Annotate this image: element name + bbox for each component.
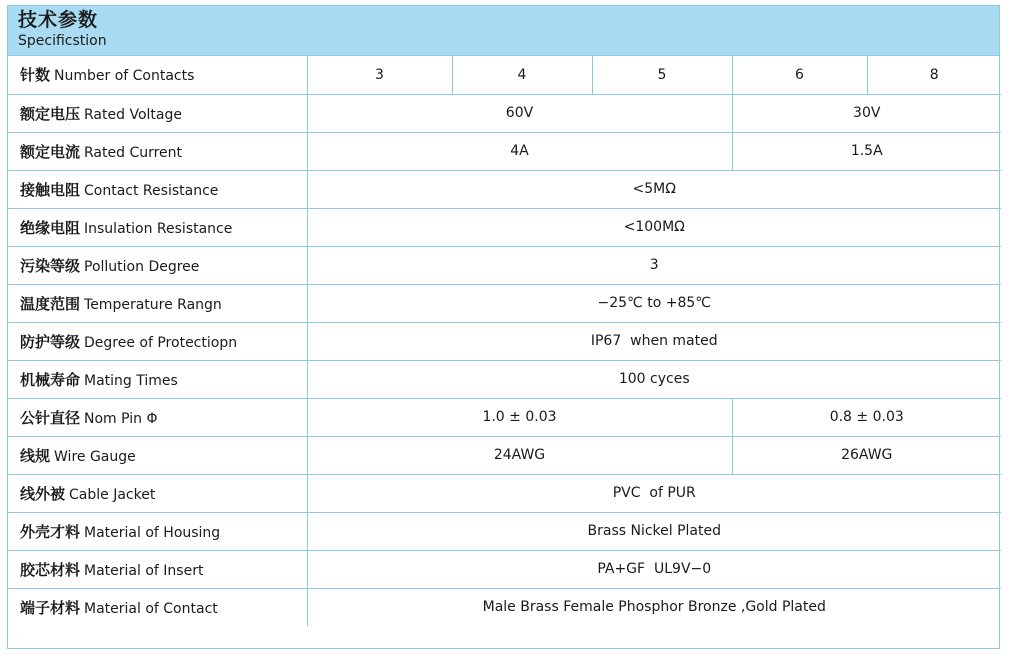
pin-value-a: 1.0 ± 0.03 bbox=[307, 398, 732, 436]
table-row-voltage bbox=[8, 94, 1001, 132]
row-label bbox=[8, 132, 307, 170]
contacts-value: 8 bbox=[867, 56, 1001, 94]
label-en: Pollution Degree bbox=[84, 258, 200, 275]
row-label bbox=[8, 398, 307, 436]
label-cn: 绝缘电阻 bbox=[20, 218, 81, 237]
table-row-temperature bbox=[8, 284, 1001, 322]
row-label bbox=[8, 94, 307, 132]
label-en: Degree of Protectiopn bbox=[84, 334, 238, 351]
label-en: Temperature Rangn bbox=[84, 296, 222, 313]
pollution-value: 3 bbox=[307, 246, 1001, 284]
title-en: Specificstion bbox=[18, 33, 107, 49]
label-en: Material of Insert bbox=[84, 562, 204, 579]
table-row-mating bbox=[8, 360, 1001, 398]
contacts-value: 5 bbox=[592, 56, 732, 94]
table-row-wire bbox=[8, 436, 1001, 474]
label-en: Cable Jacket bbox=[69, 486, 156, 503]
row-label bbox=[8, 588, 307, 626]
label-cn: 接触电阻 bbox=[20, 180, 81, 199]
table-row-jacket bbox=[8, 474, 1001, 512]
housing-value: Brass Nickel Plated bbox=[307, 512, 1001, 550]
label-cn: 额定电流 bbox=[20, 142, 81, 161]
table-row-protection bbox=[8, 322, 1001, 360]
row-label bbox=[8, 550, 307, 588]
label-cn: 污染等级 bbox=[20, 256, 81, 275]
table-row-pollution bbox=[8, 246, 1001, 284]
label-cn: 线外被 bbox=[20, 484, 66, 503]
mating-value: 100 cyces bbox=[307, 360, 1001, 398]
contact-resistance-value: <5MΩ bbox=[307, 170, 1001, 208]
row-label bbox=[8, 208, 307, 246]
row-label bbox=[8, 360, 307, 398]
table-row-contact-material bbox=[8, 588, 1001, 626]
label-en: Number of Contacts bbox=[54, 68, 195, 85]
insert-value: PA+GF UL9V−0 bbox=[307, 550, 1001, 588]
label-cn: 机械寿命 bbox=[20, 370, 81, 389]
spec-table bbox=[8, 56, 1001, 626]
voltage-value-b: 30V bbox=[732, 94, 1001, 132]
table-row-insert bbox=[8, 550, 1001, 588]
label-en: Material of Contact bbox=[84, 600, 218, 617]
contacts-value: 3 bbox=[307, 56, 452, 94]
row-label bbox=[8, 512, 307, 550]
title-cn: 技术参数 bbox=[18, 9, 99, 31]
table-row-contact-resistance bbox=[8, 170, 1001, 208]
label-en: Nom Pin Φ bbox=[84, 410, 158, 427]
row-label bbox=[8, 56, 307, 94]
label-en: Material of Housing bbox=[84, 524, 221, 541]
protection-value: IP67 when mated bbox=[307, 322, 1001, 360]
label-en: Wire Gauge bbox=[54, 448, 136, 465]
table-row-contacts bbox=[8, 56, 1001, 94]
wire-value-b: 26AWG bbox=[732, 436, 1001, 474]
jacket-value: PVC of PUR bbox=[307, 474, 1001, 512]
row-label bbox=[8, 170, 307, 208]
table-row-pin bbox=[8, 398, 1001, 436]
label-en: Rated Current bbox=[84, 144, 183, 161]
table-row-insulation-resistance bbox=[8, 208, 1001, 246]
current-value-b: 1.5A bbox=[732, 132, 1001, 170]
table-row-current bbox=[8, 132, 1001, 170]
label-cn: 线规 bbox=[20, 446, 51, 465]
row-label bbox=[8, 436, 307, 474]
row-label bbox=[8, 474, 307, 512]
label-cn: 胶芯材料 bbox=[20, 560, 81, 579]
label-cn: 公针直径 bbox=[20, 408, 81, 427]
label-cn: 端子材料 bbox=[20, 598, 81, 617]
voltage-value-a: 60V bbox=[307, 94, 732, 132]
label-en: Mating Times bbox=[84, 372, 178, 389]
row-label bbox=[8, 284, 307, 322]
contacts-value: 4 bbox=[452, 56, 592, 94]
label-en: Insulation Resistance bbox=[84, 220, 233, 237]
temperature-value: −25℃ to +85℃ bbox=[307, 284, 1001, 322]
current-value-a: 4A bbox=[307, 132, 732, 170]
label-cn: 温度范围 bbox=[20, 294, 81, 313]
wire-value-a: 24AWG bbox=[307, 436, 732, 474]
row-label bbox=[8, 246, 307, 284]
row-label bbox=[8, 322, 307, 360]
spec-sheet bbox=[7, 5, 1000, 649]
label-cn: 防护等级 bbox=[20, 332, 81, 351]
contacts-value: 6 bbox=[732, 56, 867, 94]
spec-header bbox=[8, 6, 999, 56]
label-en: Contact Resistance bbox=[84, 182, 219, 199]
pin-value-b: 0.8 ± 0.03 bbox=[732, 398, 1001, 436]
insulation-resistance-value: <100MΩ bbox=[307, 208, 1001, 246]
label-cn: 针数 bbox=[20, 66, 51, 85]
contact-material-value: Male Brass Female Phosphor Bronze ,Gold Plated bbox=[307, 588, 1001, 626]
label-cn: 额定电压 bbox=[20, 104, 81, 123]
label-en: Rated Voltage bbox=[84, 106, 182, 123]
table-row-housing bbox=[8, 512, 1001, 550]
label-cn: 外壳才料 bbox=[20, 522, 81, 541]
